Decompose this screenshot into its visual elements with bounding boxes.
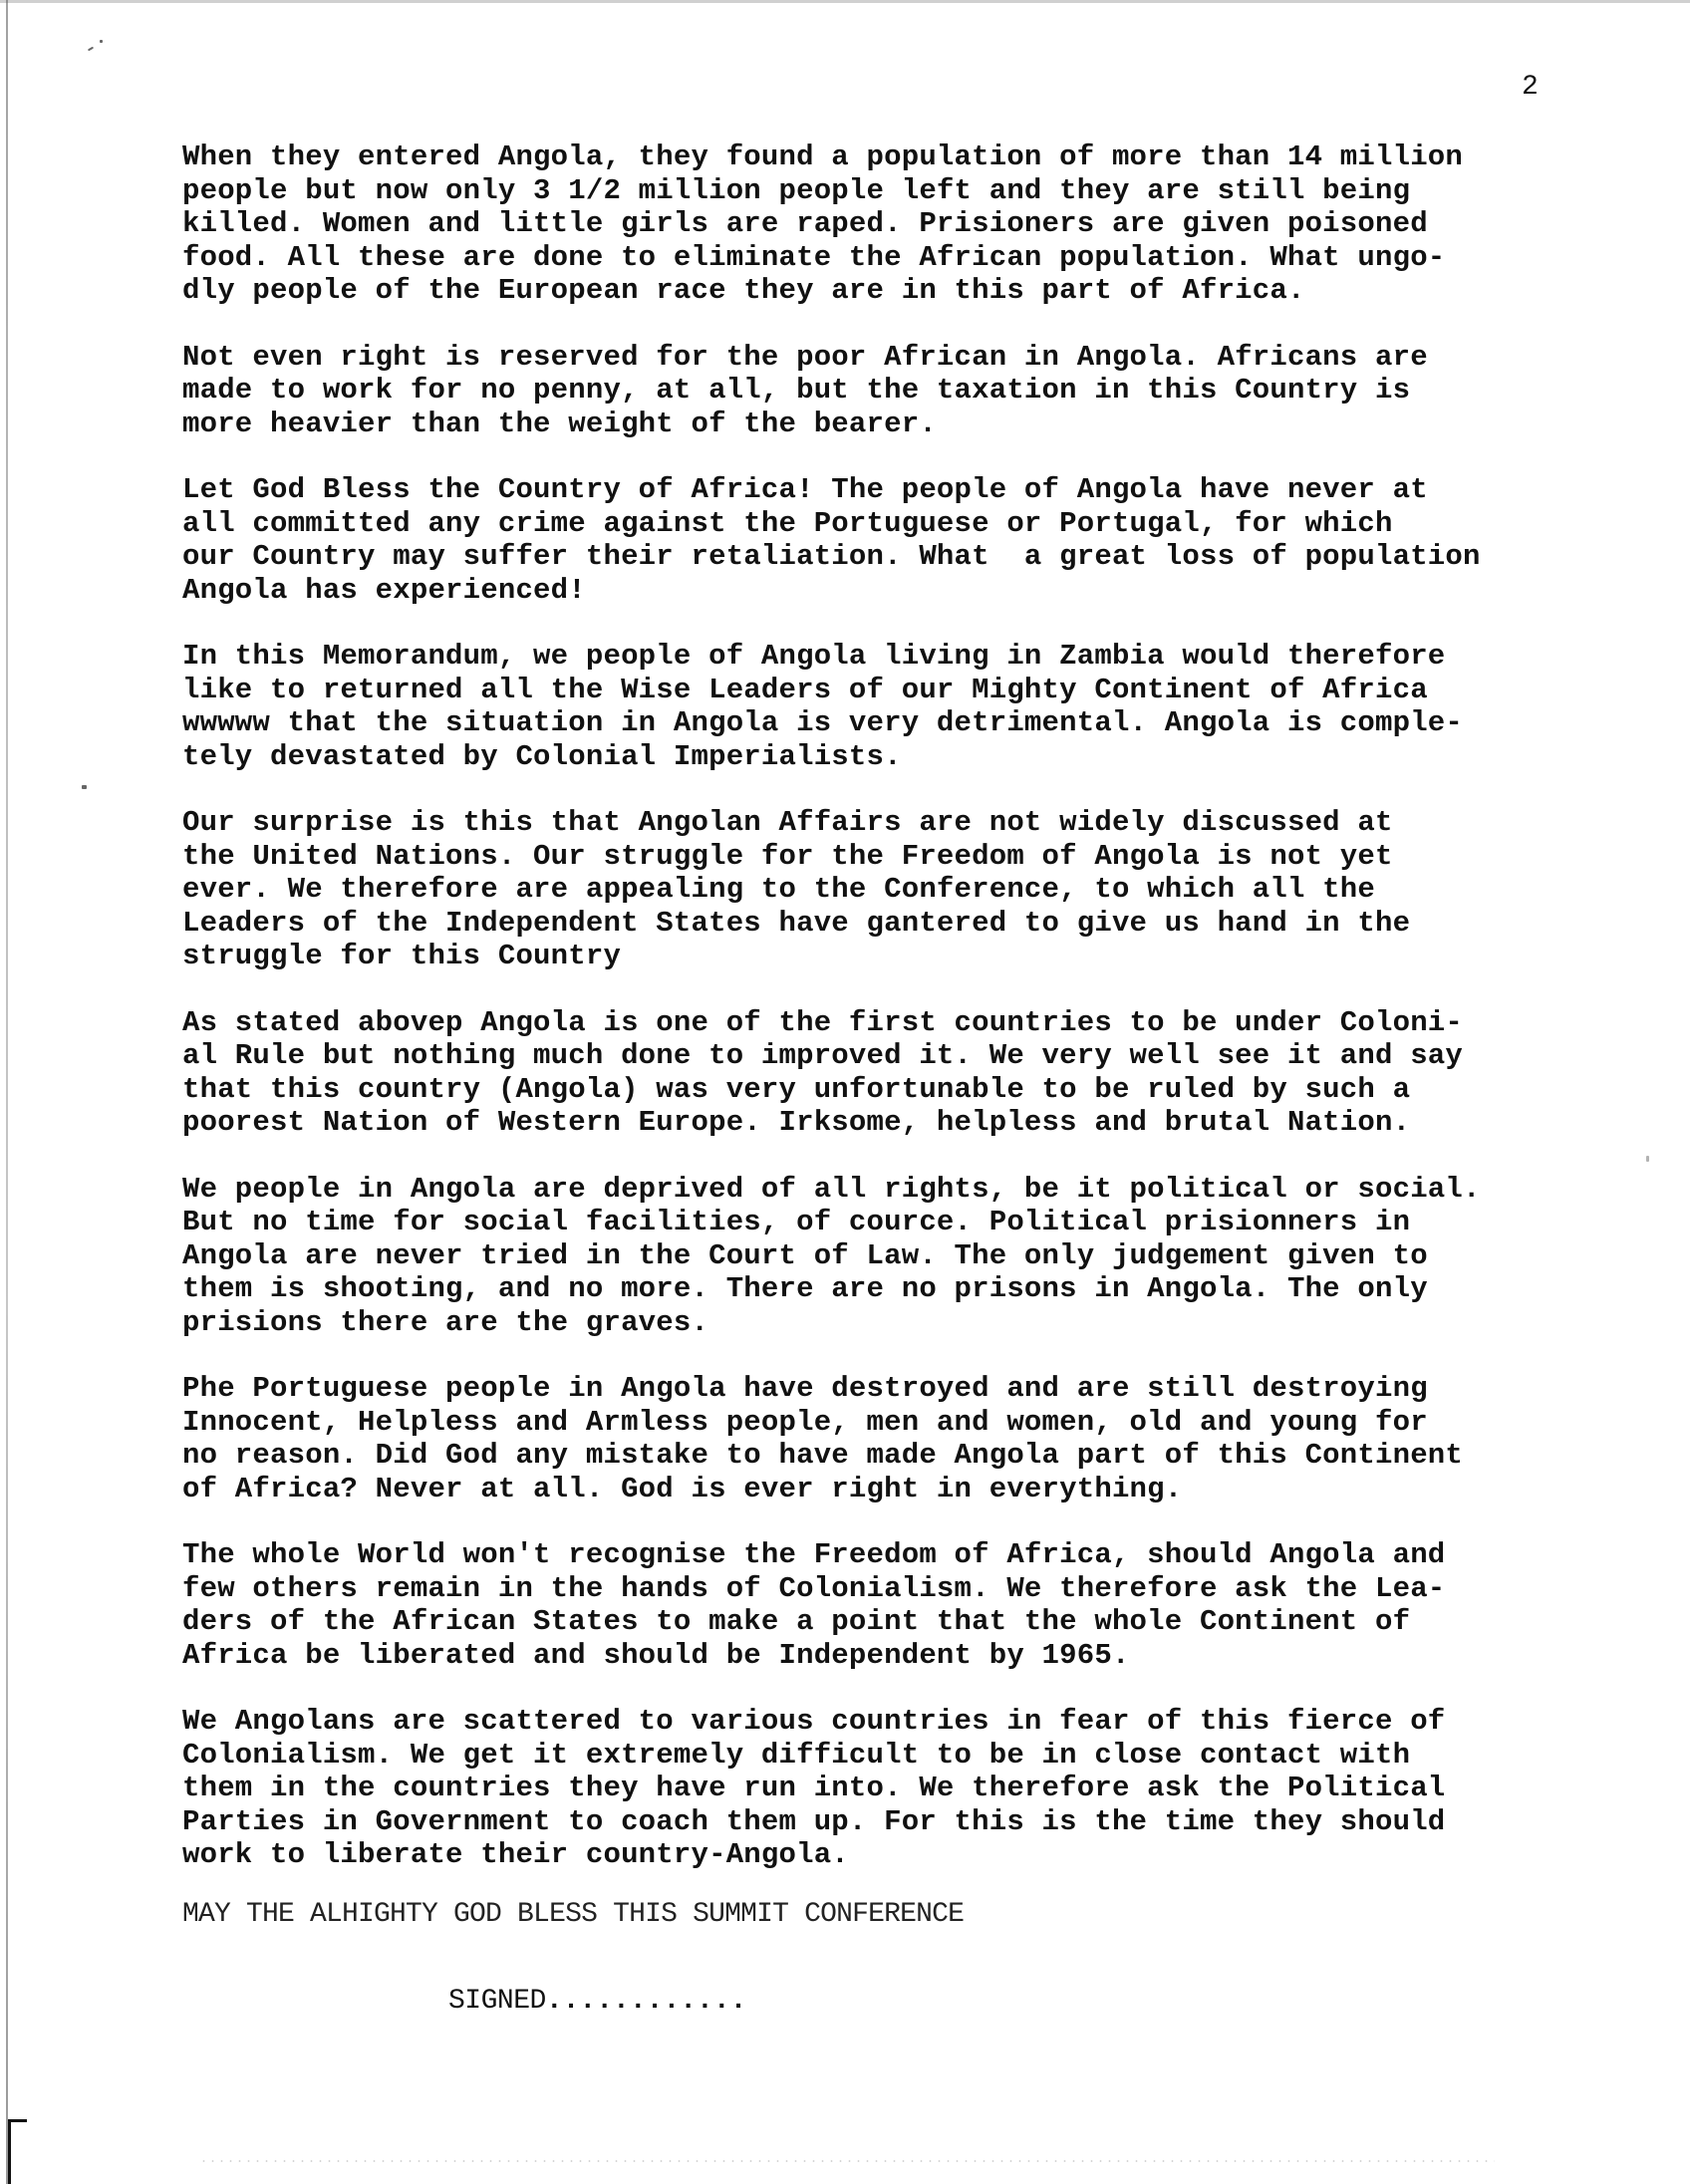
text-line: wwwww that the situation in Angola is very detrimental. Angola is comple- (182, 706, 1464, 739)
text-line: The whole World won't recognise the Freedom of Africa, should Angola and (182, 1538, 1446, 1571)
scan-speck (82, 785, 87, 789)
scan-top-edge (0, 0, 1690, 3)
paragraph (182, 341, 1667, 441)
signature-label: SIGNED (448, 1986, 546, 2017)
text-line: our Country may suffer their retaliation. What a great loss of population (182, 540, 1481, 573)
text-line: Leaders of the Independent States have gantered to give us hand in the (182, 906, 1411, 940)
text-line: of Africa? Never at all. God is ever right in everything. (182, 1472, 1183, 1505)
text-line: that this country (Angola) was very unfortunable to be ruled by such a (182, 1072, 1411, 1106)
paragraph (182, 473, 1667, 607)
text-line: We Angolans are scattered to various countries in fear of this fierce of (182, 1705, 1446, 1738)
scan-speck (88, 47, 94, 52)
paragraph (182, 1372, 1667, 1505)
paragraph (182, 140, 1667, 308)
text-line: people but now only 3 1/2 million people left and they are still being (182, 173, 1411, 207)
text-line: Innocent, Helpless and Armless people, men and women, old and young for (182, 1405, 1428, 1439)
text-line: Angola are never tried in the Court of Law. The only judgement given to (182, 1238, 1428, 1272)
text-line: Africa be liberated and should be Independent by 1965. (182, 1638, 1130, 1672)
text-line: struggle for this Country (182, 940, 622, 972)
text-line: As stated abovep Angola is one of the first countries to be under Coloni- (182, 1005, 1464, 1039)
paragraph (182, 1538, 1667, 1672)
text-line: killed. Women and little girls are raped. Prisioners are given poisoned (182, 207, 1428, 240)
closing-blessing: MAY THE ALHIGHTY GOD BLESS THIS SUMMIT CONFERENCE (182, 1899, 965, 1930)
text-line: Our surprise is this that Angolan Affairs are not widely discussed at (182, 806, 1393, 839)
text-line: work to liberate their country-Angola. (182, 1838, 849, 1871)
signature-line (448, 1986, 746, 2017)
text-line: them in the countries they have run into. We therefore ask the Political (182, 1772, 1446, 1804)
text-line: the United Nations. Our struggle for the Freedom of Angola is not yet (182, 839, 1393, 873)
paragraph (182, 1705, 1667, 1872)
text-line: all committed any crime against the Portuguese or Portugal, for which (182, 506, 1393, 540)
text-line: like to returned all the Wise Leaders of our Mighty Continent of Africa (182, 673, 1428, 706)
text-line: Not even right is reserved for the poor African in Angola. Africans are (182, 340, 1428, 374)
text-line: ever. We therefore are appealing to the Conference, to which all the (182, 873, 1375, 906)
text-line: Let God Bless the Country of Africa! The people of Angola have never at (182, 473, 1428, 506)
text-line: made to work for no penny, at all, but the taxation in this Country is (182, 374, 1411, 407)
text-line: Parties in Government to coach them up. For this is the time they should (182, 1804, 1446, 1838)
scan-speck (100, 40, 103, 43)
text-line: them is shooting, and no more. There are no prisons in Angola. The only (182, 1272, 1428, 1305)
text-line: more heavier than the weight of the bearer. (182, 407, 937, 440)
text-line: ders of the African States to make a point that the whole Continent of (182, 1605, 1411, 1638)
text-line: We people in Angola are deprived of all rights, be it political or social. (182, 1172, 1481, 1206)
paragraph (182, 1006, 1667, 1140)
text-line: When they entered Angola, they found a population of more than 14 million (182, 140, 1464, 173)
text-line: food. All these are done to eliminate the African population. What ungo- (182, 240, 1446, 274)
scan-left-edge (6, 0, 8, 2184)
page-number: 2 (1522, 72, 1539, 103)
text-line: But no time for social facilities, of cource. Political prisionners in (182, 1206, 1411, 1238)
scan-footer-dots (199, 2160, 1495, 2162)
signature-dots: ............ (545, 1986, 747, 2017)
text-line: dly people of the European race they are in this part of Africa. (182, 274, 1305, 307)
text-line: In this Memorandum, we people of Angola living in Zambia would therefore (182, 640, 1446, 673)
scan-corner-mark (8, 2119, 27, 2184)
text-line: Colonialism. We get it extremely difficult to be in close contact with (182, 1738, 1411, 1772)
text-line: Phe Portuguese people in Angola have destroyed and are still destroying (182, 1372, 1428, 1405)
paragraph (182, 1173, 1667, 1340)
text-line: al Rule but nothing much done to improved it. We very well see it and say (182, 1039, 1464, 1072)
text-line: tely devastated by Colonial Imperialists. (182, 739, 902, 773)
text-line: no reason. Did God any mistake to have made Angola part of this Continent (182, 1439, 1464, 1472)
paragraph (182, 640, 1667, 773)
paragraph (182, 806, 1667, 973)
text-line: few others remain in the hands of Colonialism. We therefore ask the Lea- (182, 1571, 1446, 1605)
text-line: poorest Nation of Western Europe. Irksome, helpless and brutal Nation. (182, 1106, 1411, 1139)
text-line: prisions there are the graves. (182, 1305, 709, 1339)
text-line: Angola has experienced! (182, 573, 586, 607)
memorandum-body (182, 140, 1667, 1905)
